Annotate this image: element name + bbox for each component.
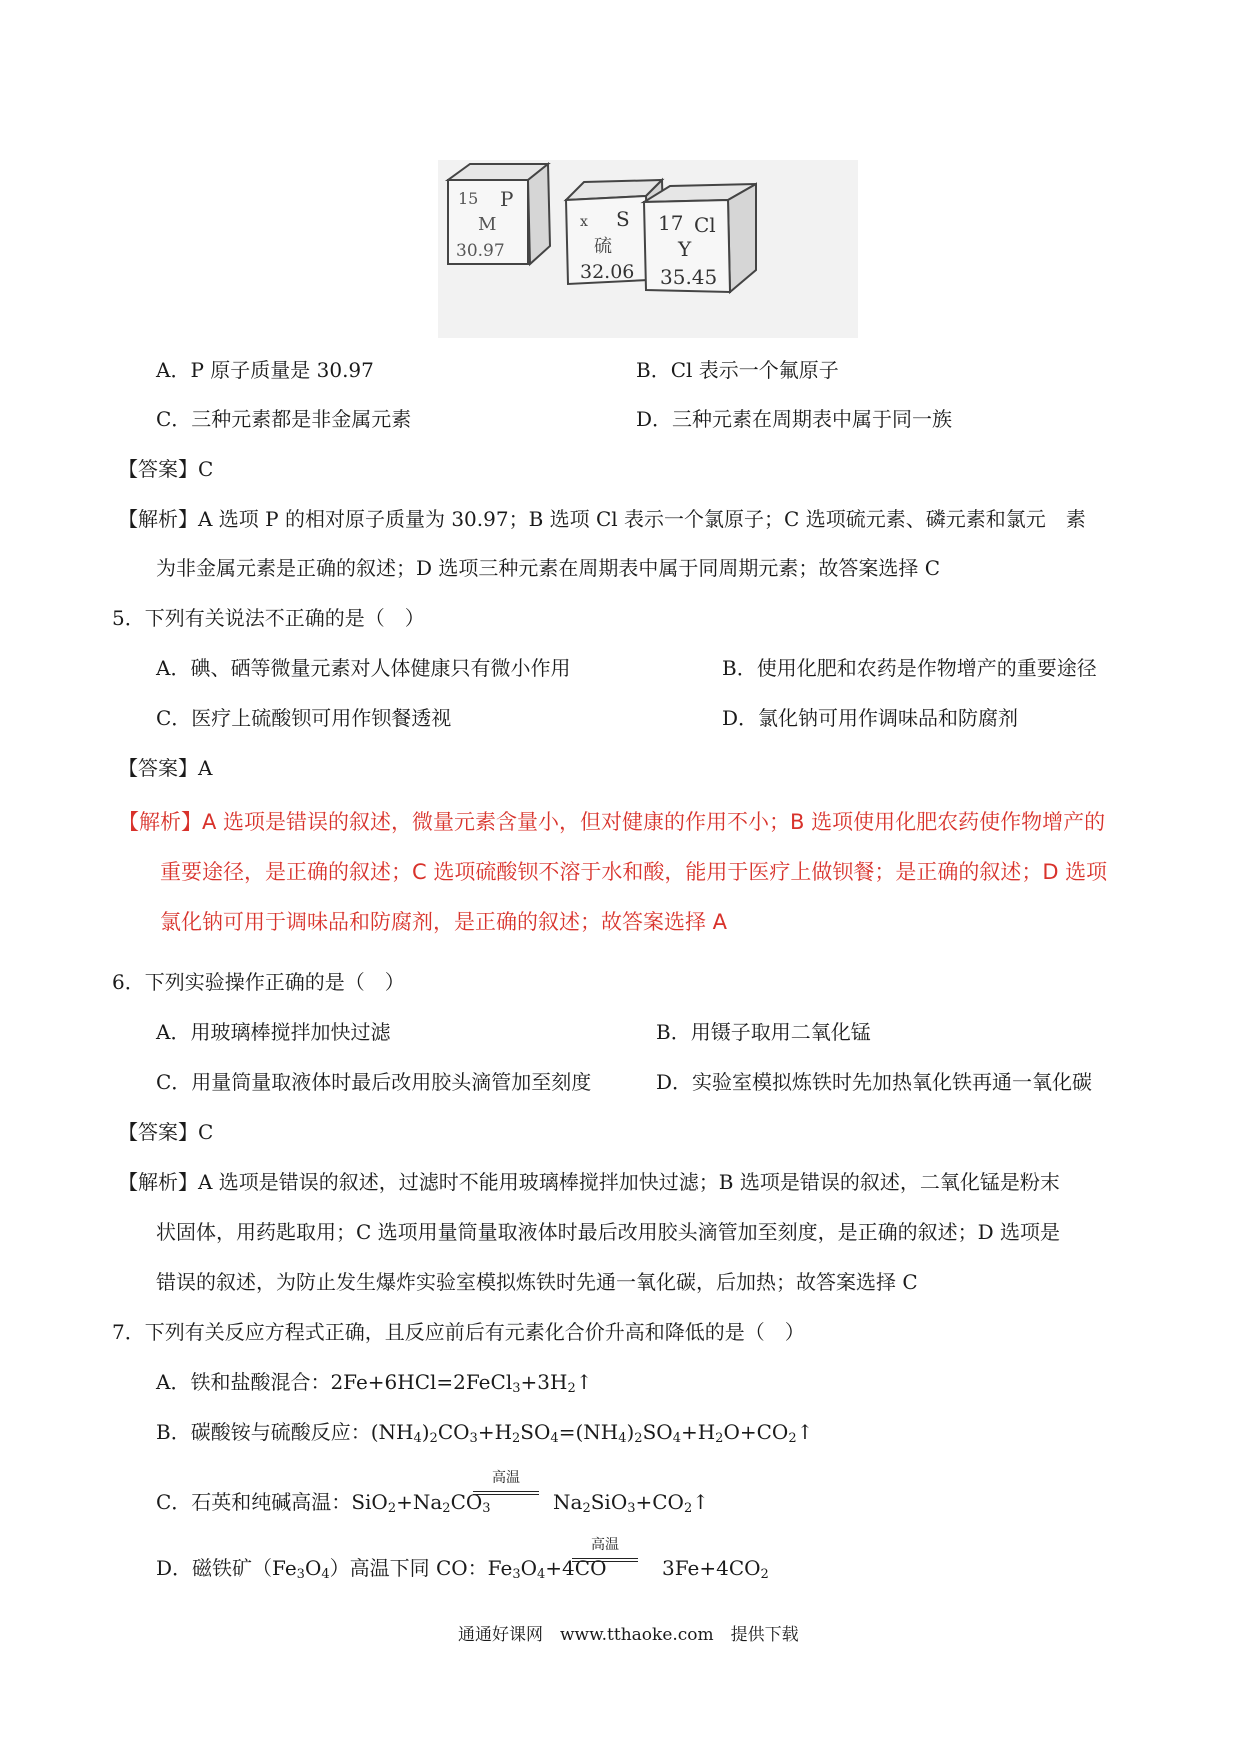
cube1-name: M bbox=[478, 214, 497, 235]
q7-b-p2: ) bbox=[421, 1420, 430, 1444]
q5-analysis-line-1: 【解析】A 选项是错误的叙述，微量元素含量小，但对健康的作用不小；B 选项使用化肥农药使作物增产的 bbox=[118, 810, 1106, 834]
cube2-number: x bbox=[580, 214, 588, 230]
q7-c-condition bbox=[473, 1470, 539, 1500]
cube3-number: 17 bbox=[658, 211, 684, 235]
q7-stem: 7．下列有关反应方程式正确，且反应前后有元素化合价升高和降低的是（ ） bbox=[112, 1320, 805, 1344]
q7-d-ls2: 4 bbox=[321, 1567, 330, 1582]
q5-option-d: D．氯化钠可用作调味品和防腐剂 bbox=[722, 706, 1019, 730]
q7-c-ls3: 3 bbox=[482, 1501, 491, 1516]
q6-option-c: C．用量筒量取液体时最后改用胶头滴管加至刻度 bbox=[156, 1070, 592, 1094]
q4-option-a: A．P 原子质量是 30.97 bbox=[156, 358, 374, 382]
cube2-name: 硫 bbox=[594, 236, 612, 257]
q6-option-a: A．用玻璃棒搅拌加快过滤 bbox=[156, 1020, 391, 1044]
q7-b-s6: 4 bbox=[618, 1431, 627, 1446]
q7-b-s7: 2 bbox=[634, 1431, 643, 1446]
q7-d-ls4: 4 bbox=[537, 1567, 546, 1582]
q7-c-ls1: 2 bbox=[387, 1501, 397, 1516]
q7-c-equals-bar bbox=[473, 1491, 539, 1495]
q6-analysis-line-3: 错误的叙述，为防止发生爆炸实验室模拟炼铁时先通一氧化碳，后加热；故答案选择 C bbox=[156, 1270, 918, 1294]
cube-chlorine bbox=[644, 176, 756, 292]
q7-c-condition-label: 高温 bbox=[492, 1470, 520, 1486]
q7-a-eq: 2Fe+6HCl=2FeCl bbox=[330, 1370, 513, 1394]
q7-c-rs1: 2 bbox=[582, 1501, 591, 1516]
q5-option-a: A．碘、硒等微量元素对人体健康只有微小作用 bbox=[156, 656, 571, 680]
q4-option-d: D．三种元素在周期表中属于同一族 bbox=[636, 407, 953, 431]
q7-b-p8: SO bbox=[642, 1420, 673, 1444]
q6-option-d: D．实验室模拟炼铁时先加热氧化铁再通一氧化碳 bbox=[656, 1070, 1093, 1094]
q7-b-arrow: ↑ bbox=[796, 1420, 814, 1444]
q7-c-arrow: ↑ bbox=[692, 1490, 710, 1514]
q7-c-l3: CO bbox=[450, 1490, 483, 1514]
cube3-mass: 35.45 bbox=[660, 265, 718, 289]
q7-d-condition-label: 高温 bbox=[591, 1537, 619, 1553]
q7-a-arrow: ↑ bbox=[575, 1370, 593, 1394]
q7-b-s9: 2 bbox=[715, 1431, 724, 1446]
q7-option-c-left bbox=[156, 1488, 491, 1523]
cube1-symbol: P bbox=[500, 187, 514, 211]
q7-b-p9: +H bbox=[680, 1420, 716, 1444]
q7-d-ls1: 3 bbox=[296, 1567, 305, 1582]
q4-option-c: C．三种元素都是非金属元素 bbox=[156, 407, 412, 431]
q7-d-l3: ）高温下同 CO：Fe bbox=[329, 1556, 513, 1580]
q5-analysis-line-2: 重要途径，是正确的叙述；C 选项硫酸钡不溶于水和酸，能用于医疗上做钡餐；是正确的叙述；D 选项 bbox=[160, 860, 1108, 884]
cube2-mass: 32.06 bbox=[580, 261, 635, 283]
q7-b-s5: 4 bbox=[550, 1431, 559, 1446]
q7-b-s1: 4 bbox=[413, 1431, 422, 1446]
q7-c-l2: +Na bbox=[396, 1490, 443, 1514]
q7-option-d-left bbox=[156, 1554, 606, 1589]
q7-b-s3: 3 bbox=[469, 1431, 478, 1446]
q5-analysis-line-3: 氯化钠可用于调味品和防腐剂，是正确的叙述；故答案选择 A bbox=[160, 910, 728, 934]
q7-b-p1: (NH bbox=[370, 1420, 414, 1444]
cube3-name: Y bbox=[678, 237, 692, 261]
q7-a-sub1: 3 bbox=[512, 1381, 521, 1396]
q7-option-b bbox=[156, 1418, 813, 1453]
q7-c-r1: Na bbox=[553, 1490, 583, 1514]
q6-option-b: B．用镊子取用二氧化锰 bbox=[656, 1020, 871, 1044]
q7-c-rs3: 2 bbox=[683, 1501, 693, 1516]
cube1-mass: 30.97 bbox=[456, 241, 505, 261]
q4-analysis-line-1: 【解析】A 选项 P 的相对原子质量为 30.97；B 选项 Cl 表示一个氯原子；C 选项硫元素、磷元素和氯元 素 bbox=[118, 507, 1086, 531]
q7-d-equals-bar bbox=[572, 1558, 638, 1562]
q7-d-l2: O bbox=[304, 1556, 322, 1580]
q7-d-r1: 3Fe+4CO bbox=[662, 1556, 761, 1580]
q7-option-d-right bbox=[662, 1554, 769, 1589]
element-cubes-figure bbox=[438, 160, 858, 338]
q4-answer: 【答案】C bbox=[118, 457, 214, 481]
q7-c-r2: SiO bbox=[590, 1490, 628, 1514]
q5-stem: 5．下列有关说法不正确的是（ ） bbox=[112, 606, 425, 630]
element-cubes-image bbox=[438, 160, 858, 338]
q7-option-c-right bbox=[553, 1488, 709, 1523]
page-footer: 通通好课网 www.tthaoke.com 提供下载 bbox=[458, 1625, 799, 1645]
q7-c-l1: SiO bbox=[351, 1490, 388, 1514]
q7-d-rs1: 2 bbox=[760, 1567, 769, 1582]
cube-phosphorus bbox=[448, 164, 550, 264]
q7-c-r3: +CO bbox=[635, 1490, 684, 1514]
q5-answer: 【答案】A bbox=[118, 756, 213, 780]
q7-b-s2: 2 bbox=[429, 1431, 438, 1446]
q7-b-s8: 4 bbox=[672, 1431, 681, 1446]
q7-c-ls2: 2 bbox=[442, 1501, 451, 1516]
cube1-number: 15 bbox=[458, 189, 479, 208]
q4-option-b: B．Cl 表示一个氟原子 bbox=[636, 358, 839, 382]
q7-d-condition bbox=[572, 1537, 638, 1567]
q5-option-b: B．使用化肥和农药是作物增产的重要途径 bbox=[722, 656, 1097, 680]
q7-b-p7: ) bbox=[626, 1420, 635, 1444]
q5-option-c: C．医疗上硫酸钡可用作钡餐透视 bbox=[156, 706, 452, 730]
q7-a-sub2: 2 bbox=[567, 1381, 576, 1396]
q6-analysis-line-1: 【解析】A 选项是错误的叙述，过滤时不能用玻璃棒搅拌加快过滤；B 选项是错误的叙述，二氧化锰是粉末 bbox=[118, 1170, 1060, 1194]
q7-b-p5: SO bbox=[520, 1420, 551, 1444]
cube3-symbol: Cl bbox=[694, 213, 716, 237]
q7-b-label: B．碳酸铵与硫酸反应： bbox=[156, 1420, 371, 1444]
q7-c-label: C．石英和纯碱高温： bbox=[156, 1490, 352, 1514]
q4-analysis-line-2: 为非金属元素是正确的叙述；D 选项三种元素在周期表中属于同周期元素；故答案选择 C bbox=[156, 556, 941, 580]
q7-d-label: D．磁铁矿（Fe bbox=[156, 1556, 297, 1580]
q6-analysis-line-2: 状固体，用药匙取用；C 选项用量筒量取液体时最后改用胶头滴管加至刻度，是正确的叙述；D 选项是 bbox=[156, 1220, 1061, 1244]
q7-option-a bbox=[156, 1368, 593, 1403]
q6-answer: 【答案】C bbox=[118, 1120, 214, 1144]
q7-a-label: A．铁和盐酸混合： bbox=[156, 1370, 331, 1394]
q7-b-s10: 2 bbox=[788, 1431, 797, 1446]
q7-b-s4: 2 bbox=[512, 1431, 521, 1446]
q6-stem: 6．下列实验操作正确的是（ ） bbox=[112, 970, 405, 994]
q7-d-l5: +4CO bbox=[545, 1556, 607, 1580]
q7-b-p4: +H bbox=[477, 1420, 513, 1444]
q7-b-p6: =(NH bbox=[558, 1420, 619, 1444]
q7-b-p10: O+CO bbox=[723, 1420, 789, 1444]
q7-a-eq2: +3H bbox=[520, 1370, 568, 1394]
q7-d-ls3: 3 bbox=[512, 1567, 521, 1582]
q7-c-rs2: 3 bbox=[627, 1501, 636, 1516]
q7-d-l4: O bbox=[520, 1556, 537, 1580]
q7-b-p3: CO bbox=[437, 1420, 470, 1444]
cube2-symbol: S bbox=[616, 207, 630, 231]
